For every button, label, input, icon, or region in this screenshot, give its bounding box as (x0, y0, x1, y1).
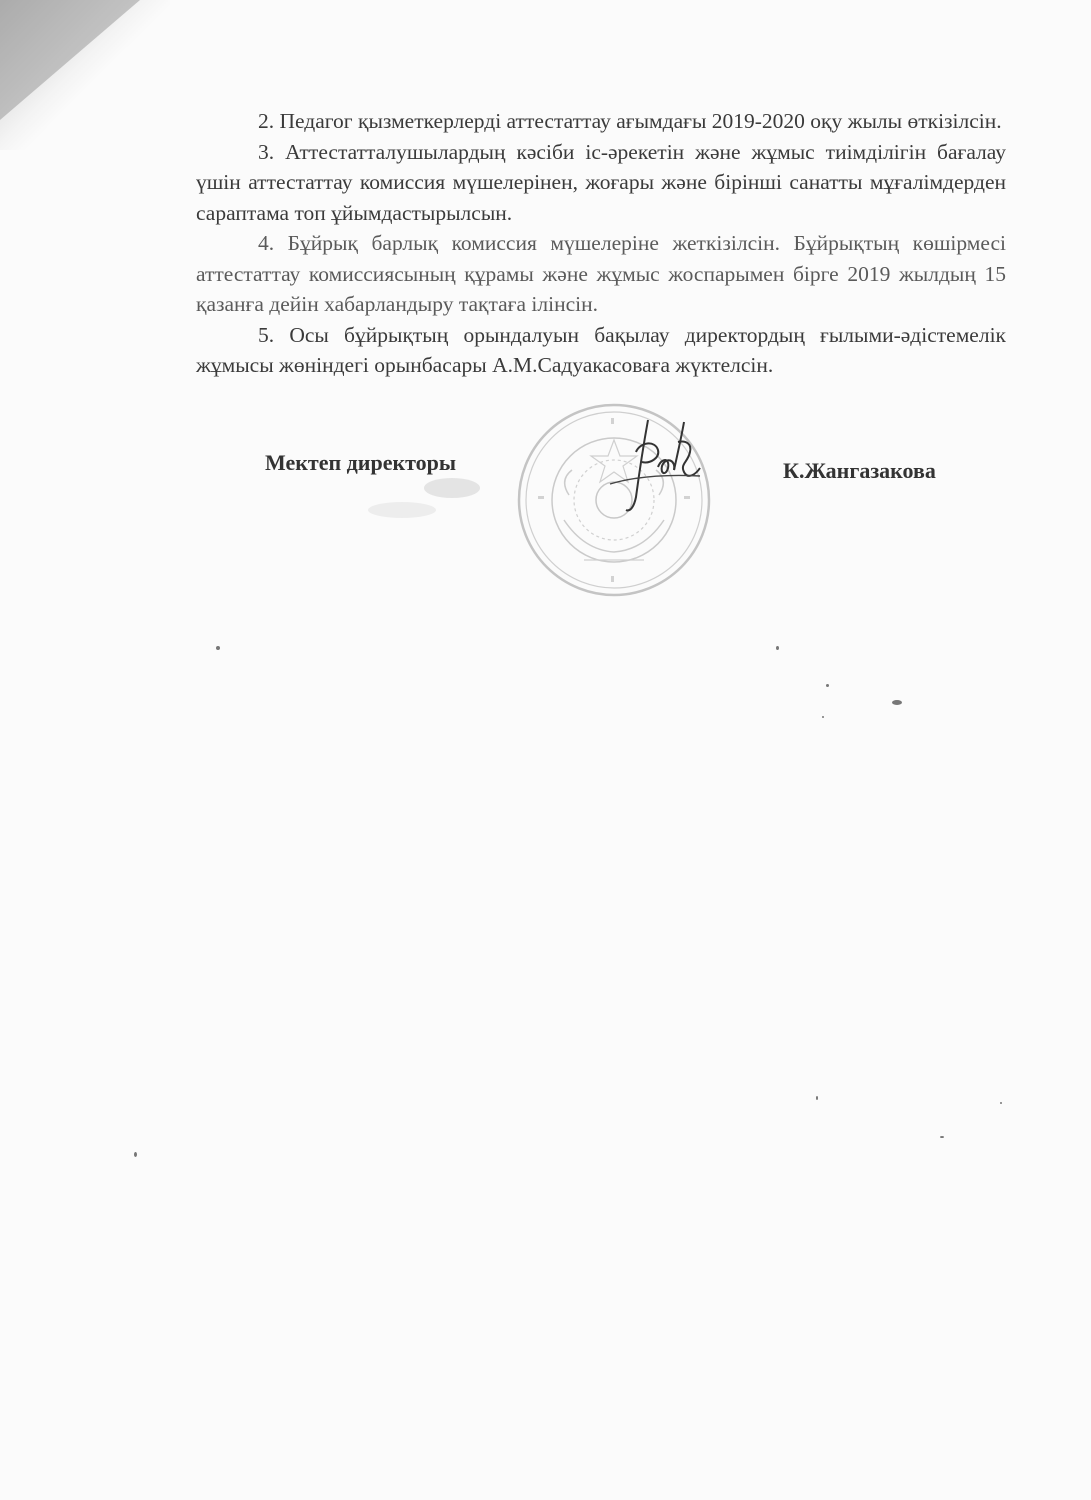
paragraph-2: 2. Педагог қызметкерлерді аттестаттау ағымдағы 2019-2020 оқу жылы өткізілсін. (258, 109, 1002, 133)
scan-speck (822, 716, 824, 718)
signatory-position: Мектеп директоры (265, 450, 457, 475)
scan-speck (1000, 1102, 1002, 1104)
scan-speck (816, 1096, 818, 1100)
signatory-name: К.Жангазакова (783, 458, 936, 483)
paragraph-3: 3. Аттестатталушылардың кәсіби іс-әрекетін және жұмыс тиімділігін бағалау үшін аттестаттау комиссия мүшелерінен, жоғары және бірінші санатты мұғалімдерден сараптама топ ұйымдастырылсын. (196, 139, 1006, 225)
ink-smudge-icon (362, 470, 482, 530)
scan-speck (826, 684, 829, 687)
document-body (196, 106, 1006, 381)
scan-speck (134, 1152, 137, 1157)
scan-speck (940, 1136, 944, 1138)
handwritten-signature-icon (600, 412, 730, 532)
scan-speck (216, 646, 220, 650)
scan-speck (776, 646, 779, 650)
scan-speck (892, 700, 902, 705)
paragraph-4: 4. Бұйрық барлық комиссия мүшелеріне жеткізілсін. Бұйрықтың көшірмесі аттестаттау комиссиясының құрамы және жұмыс жоспарымен бірге 2019 жылдың 15 қазанға дейін хабарландыру тақтаға ілінсін. (196, 231, 1006, 316)
page-corner (0, 0, 140, 120)
paragraph-5: 5. Осы бұйрықтың орындалуын бақылау директордың ғылыми-әдістемелік жұмысы жөніндегі орынбасары А.М.Садуакасоваға жүктелсін. (196, 322, 1006, 377)
